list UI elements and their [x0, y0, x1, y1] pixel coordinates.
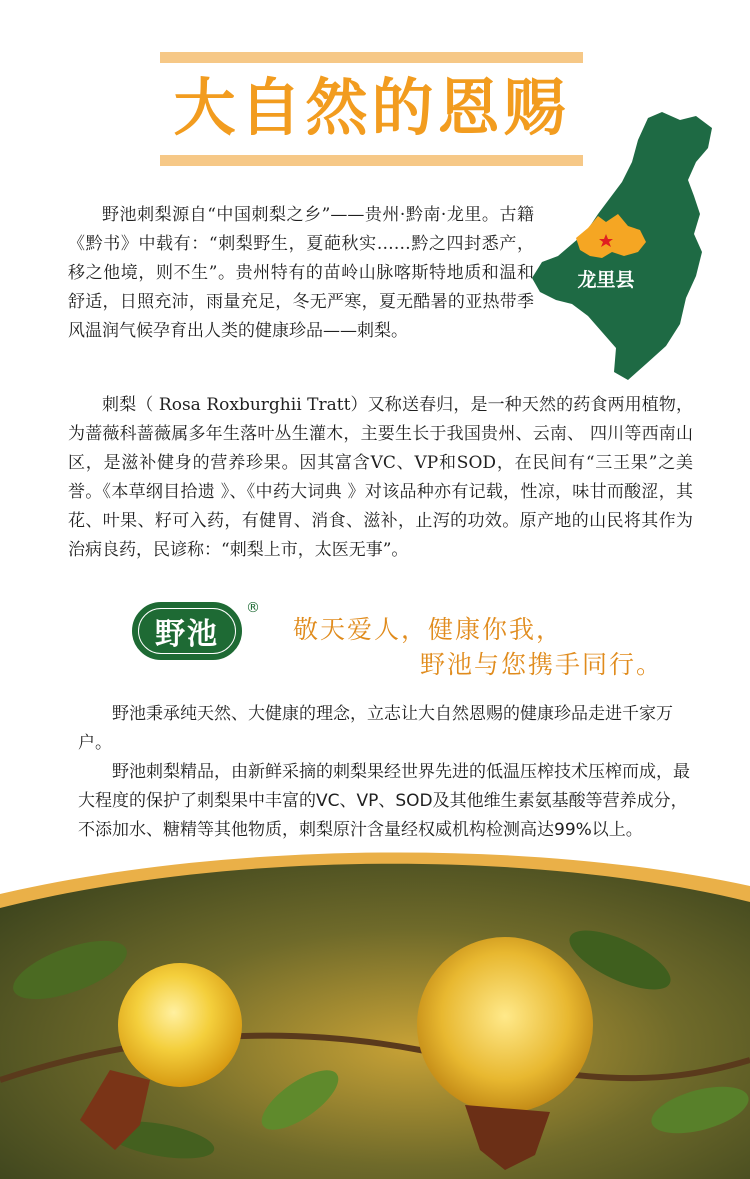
page-title: 大自然的恩赐 — [173, 71, 570, 144]
longli-county-map — [528, 110, 714, 382]
slogan-line-2: 野池与您携手同行。 — [420, 650, 664, 679]
slogan-line-1: 敬天爱人，健康你我， — [293, 615, 564, 644]
story-paragraph-1: 野池秉承纯天然、大健康的理念，立志让大自然恩赐的健康珍品走进千家万户。 — [78, 704, 673, 753]
brand-logo — [132, 602, 242, 660]
intro-paragraph-2: 刺梨（ Rosa Roxburghii Tratt）又称送春归，是一种天然的药食两用植物，为蔷薇科蔷薇属多年生落叶丛生灌木，主要生长于我国贵州、云南、 四川等西南山区，是滋补健身的营养珍果。因其富含VC、VP和SOD，在民间有“三王果”之美誉。《本草纲目拾遗 》、《中药大词典 》对该品种亦有记载，性凉，味甘而酸涩，其花、叶果、籽可入药，有健胃、消食、滋补，止泻的功效。原产地的山民将其作为治病良药，民谚称：“刺梨上市，太医无事”。 — [68, 395, 693, 560]
registered-mark: ® — [246, 600, 260, 616]
story-paragraph-2: 野池刺梨精品，由新鲜采摘的刺梨果经世界先进的低温压榨技术压榨而成，最大程度的保护了刺梨果中丰富的VC、VP、SOD及其他维生素氨基酸等营养成分，不添加水、糖精等其他物质，刺梨原汁含量经权威机构检测高达99%以上。 — [78, 762, 690, 840]
chestnut-rose-fruit-left — [118, 963, 242, 1087]
chestnut-rose-photo — [0, 850, 750, 1179]
brand-logo-text: 野池 — [155, 617, 219, 652]
chestnut-rose-fruit-right — [417, 937, 593, 1113]
intro-paragraph-1: 野池刺梨源自“中国刺梨之乡”——贵州·黔南·龙里。古籍《黔书》中载有：“刺梨野生，夏葩秋实……黔之四封悉产，移之他境，则不生”。贵州特有的苗岭山脉喀斯特地质和温和舒适，日照充沛，雨量充足，冬无严寒，夏无酷暑的亚热带季风温润气候孕育出人类的健康珍品——刺梨。 — [68, 205, 534, 341]
title-rule-bottom — [160, 155, 583, 166]
map-label: 龙里县 — [577, 269, 635, 291]
